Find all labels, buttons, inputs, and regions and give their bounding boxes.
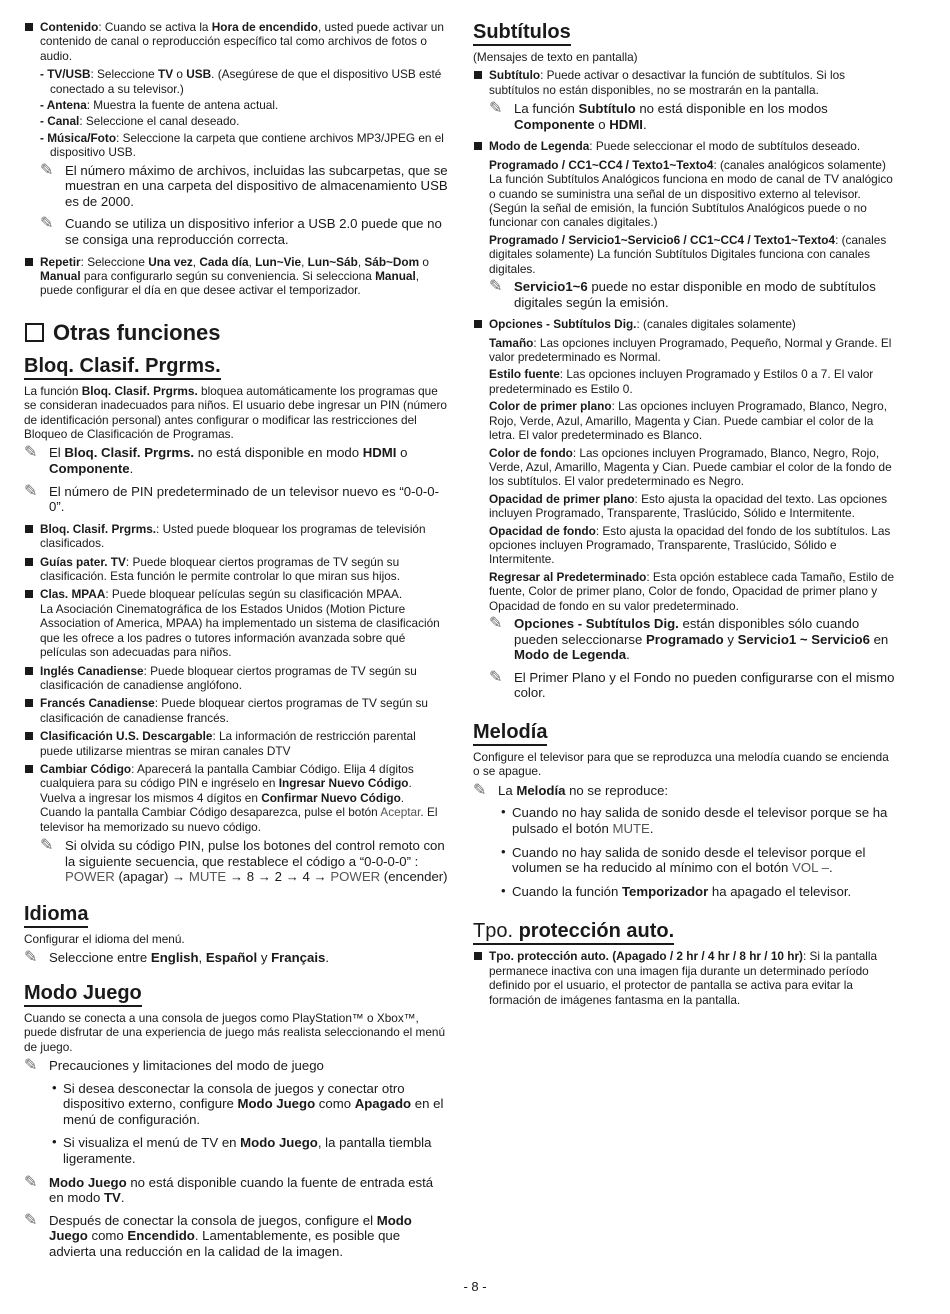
- list-item-us-descargable: [24, 729, 448, 758]
- note-text: y: [257, 950, 272, 966]
- note-text: o: [396, 445, 408, 461]
- paragraph-bloq-intro: [24, 384, 448, 442]
- note-servicio: [489, 279, 898, 310]
- option-regresar-predeterminado: [473, 570, 898, 613]
- sub-text: : Las opciones incluyen Programado, Pequeño, Normal y Grande. El valor predeterminado es Normal.: [489, 335, 892, 365]
- sub-text: . (Asegúrese de que el dispositivo USB esté conectado a su televisor.): [50, 67, 442, 96]
- note-text: no está disponible en modo: [194, 445, 363, 461]
- para-text: bloquea automáticamente los programas que se consideran inadecuados para niños. El usuario debe ingresar un PIN (número de identificación personal) antes configurar o modificar las restricciones del Bloqueo de Clasificación de Programas.: [24, 383, 447, 442]
- programado-digitales: [473, 233, 898, 276]
- sub-lead: - Antena: [40, 98, 87, 113]
- mpaa-description: La Asociación Cinematográfica de los Estados Unidos (Motion Picture Association of America, MPAA) ha implementado un sistema de clasificación que les ofrece a los padres o tutores información avanzada sobre qué películas son adecuadas para niños.: [40, 601, 440, 660]
- item-lead: Francés Canadiense: [40, 696, 155, 711]
- note-forgot-pin: [40, 838, 448, 885]
- bullet-text: .: [649, 820, 654, 836]
- note-precauciones: [24, 1058, 448, 1074]
- note-text: El número máximo de archivos, incluidas las subcarpetas, que se muestran en una carpeta del dispositivo de almacenamiento USB es de 2000.: [65, 162, 448, 209]
- page-number: - 8 -: [463, 1279, 487, 1294]
- note-modo-juego-encendido: [24, 1213, 448, 1260]
- sub-lead: Estilo fuente: [489, 367, 560, 382]
- paragraph-modo-juego: Cuando se conecta a una consola de juegos como PlayStation™ o Xbox™, puede disfrutar de una experiencia de juego más realista seleccionando el menú de juego.: [24, 1010, 446, 1054]
- item-text: , puede configurar el día en que desee activar el temporizador.: [40, 269, 420, 298]
- note-bold: Melodía: [516, 782, 566, 798]
- item-text: . Vuelva a ingresar los mismos 4 dígitos en: [40, 776, 412, 805]
- para-bold: Bloq. Clasif. Prgrms.: [81, 383, 198, 398]
- note-text: Precauciones y limitaciones del modo de juego: [49, 1057, 324, 1073]
- note-bold: HDMI: [609, 116, 643, 132]
- pencil-note-icon: ✎: [24, 482, 38, 500]
- bullet-bold: Modo Juego: [237, 1096, 316, 1112]
- subtitle-mensajes: (Mensajes de texto en pantalla): [473, 50, 638, 64]
- sub-text: : Las opciones incluyen Programado y Estilos 0 a 7. El valor predeterminado es Estilo 0.: [489, 367, 874, 396]
- list-item-tpo-proteccion: [473, 949, 898, 1007]
- item-text: : (canales digitales solamente): [636, 317, 796, 332]
- sub-text: : Esta opción establece cada Tamaño, Estilo de fuente, Color de primer plano, Color de fondo, Opacidad de primer plano y Opacidad de fondo en su valor predeterminado.: [489, 569, 895, 613]
- para-text: La función: [24, 383, 82, 398]
- list-item-mpaa: [24, 587, 448, 601]
- sub-text: : Muestra la fuente de antena actual.: [86, 98, 279, 113]
- item-bold: Ingresar Nuevo Código: [278, 776, 409, 791]
- heading-part: Tpo.: [473, 920, 514, 943]
- item-lead: Opciones - Subtítulos Dig.: [489, 317, 637, 332]
- item-lead: Clas. MPAA: [40, 587, 106, 602]
- pencil-note-icon: ✎: [489, 668, 503, 686]
- button-name: MUTE: [188, 869, 227, 885]
- sub-text: o: [173, 67, 187, 82]
- item-bold: Manual: [40, 269, 81, 284]
- note-idioma-options: [24, 950, 448, 966]
- pencil-note-icon: ✎: [473, 781, 487, 799]
- item-text: : Cuando se activa la: [98, 20, 212, 34]
- note-text: no se reproduce:: [565, 782, 669, 798]
- item-lead: Inglés Canadiense: [40, 663, 144, 678]
- note-text: (encender): [380, 869, 448, 885]
- item-text: : Si la pantalla permanece inactiva con una imagen fija durante un determinado período definido por el usuario, el protector de pantalla se activa para evitar la formación de imágenes fantasma en la pantalla.: [489, 949, 878, 1007]
- list-item-ingles: [24, 664, 448, 693]
- note-bold: Opciones - Subtítulos Dig.: [514, 615, 679, 631]
- sub-lead: Regresar al Predeterminado: [489, 569, 647, 584]
- item-lead: Clasificación U.S. Descargable: [40, 729, 213, 744]
- note-text: y: [723, 631, 738, 647]
- item-bold: Confirmar Nuevo Código: [261, 790, 401, 805]
- button-name: Aceptar: [380, 805, 421, 820]
- pencil-note-icon: ✎: [24, 1056, 38, 1074]
- bullet-text: , la pantalla tiembla ligeramente.: [63, 1135, 432, 1166]
- pencil-note-icon: ✎: [24, 1211, 38, 1229]
- sub-text: : (canales analógicos solamente) La función Subtítulos Analógicos funciona en modo de canal de TV analógico o cuando se suministra una señal de un dispositivo externo al televisor. (Según la señal de emisión, la función Subtítulos Analógicos puede o no funcionar con canales digitales.): [489, 157, 893, 230]
- item-text: : Puede activar o desactivar la función de subtítulos. Si los subtítulos no están disponibles, no se mostrarán en la pantalla.: [489, 68, 846, 97]
- sub-text: : (canales digitales solamente) La función Subtítulos Digitales funciona con canales digitales.: [489, 232, 887, 276]
- list-item-bloq: [24, 522, 448, 551]
- bullet-text: ha apagado el televisor.: [708, 883, 852, 899]
- item-lead: Bloq. Clasif. Prgrms.: [40, 521, 157, 536]
- note-default-pin: [24, 484, 448, 515]
- note-subtitulo-modes: [489, 101, 898, 132]
- list-item-cambiar-codigo: [24, 762, 448, 834]
- item-text: : Puede bloquear ciertos programas de TV según su clasificación de canadiense anglófono.: [40, 663, 417, 692]
- note-text: .: [642, 116, 647, 132]
- item-lead: Cambiar Código: [40, 761, 132, 776]
- section-title-text: Otras funciones: [53, 319, 221, 345]
- pencil-note-icon: ✎: [40, 215, 54, 233]
- note-bold: Bloq. Clasif. Prgrms.: [64, 445, 195, 461]
- note-max-files: [40, 163, 448, 210]
- note-text: como: [87, 1228, 128, 1244]
- sub-lead: Programado / CC1~CC4 / Texto1~Texto4: [489, 157, 714, 172]
- bullet-text: Si desea desconectar la consola de juegos y conectar otro dispositivo externo, configure: [63, 1080, 405, 1112]
- sub-lead: Opacidad de primer plano: [489, 491, 635, 506]
- item-bold: Una vez: [148, 254, 193, 269]
- item-text: o: [419, 254, 429, 269]
- note-bold: Modo de Legenda: [514, 647, 627, 663]
- item-text: : Puede bloquear ciertos programas de TV según su clasificación de canadiense francés.: [40, 696, 428, 725]
- option-opacidad-primer-plano: [473, 492, 898, 521]
- item-bold: Cada día: [199, 254, 249, 269]
- note-text: → 8 → 2 → 4 →: [226, 869, 331, 885]
- option-estilo-fuente: [473, 367, 898, 396]
- item-text: . El televisor ha memorizado su nuevo código.: [40, 805, 438, 834]
- programado-analogicos: [473, 158, 898, 230]
- section-title-otras-funciones: [24, 320, 448, 346]
- pencil-note-icon: ✎: [489, 278, 503, 296]
- button-name: VOL –: [792, 860, 829, 876]
- heading-melodia: Melodía: [473, 720, 547, 746]
- item-bold: Lun~Sáb: [307, 254, 358, 269]
- item-bold: Manual: [375, 269, 416, 284]
- heading-tpo-proteccion: [473, 919, 674, 945]
- item-bold: Sáb~Dom: [364, 254, 420, 269]
- item-lead: Modo de Legenda: [489, 139, 590, 154]
- button-name: POWER: [330, 869, 381, 885]
- heading-bloq-clasif: Bloq. Clasif. Prgrms.: [24, 354, 221, 380]
- option-color-primer-plano: [473, 399, 898, 442]
- item-text: . Cuando la pantalla Cambiar Código desaparezca, pulse el botón: [40, 790, 405, 820]
- item-text: ,: [357, 254, 365, 269]
- paragraph-idioma: Configurar el idioma del menú.: [24, 931, 185, 946]
- note-text: Después de conectar la consola de juegos, configure el: [49, 1212, 377, 1228]
- sub-lead: Opacidad de fondo: [489, 523, 596, 538]
- item-text: ,: [301, 254, 308, 269]
- item-text: : Puede bloquear ciertos programas de TV según su clasificación. Esta función le permite controlar lo que miran sus hijos.: [40, 554, 400, 584]
- item-text: : Puede bloquear películas según su clasificación MPAA.: [105, 587, 403, 602]
- item-text: ,: [248, 254, 256, 269]
- list-item-subtitulo: [473, 68, 898, 97]
- note-bold: Modo Juego: [49, 1174, 127, 1190]
- note-bold: Servicio1~6: [514, 279, 588, 295]
- sub-text: : Las opciones incluyen Programado, Blanco, Negro, Rojo, Verde, Azul, Amarillo, Magenta y Cian. Puede cambiar el color de la letra. El valor predeterminado es Blanco.: [489, 399, 887, 443]
- note-bold: Programado: [645, 631, 724, 647]
- note-opciones-disponibles: [489, 616, 898, 663]
- item-lead: Guías pater. TV: [40, 554, 126, 569]
- sub-lead: Color de fondo: [489, 445, 573, 460]
- note-bold: Subtítulo: [578, 101, 636, 117]
- bullet-bold: Apagado: [354, 1096, 412, 1112]
- item-bold: Hora de encendido: [211, 20, 318, 34]
- note-text: no está disponible cuando la fuente de entrada está en modo: [49, 1174, 434, 1206]
- note-text: están disponibles sólo cuando pueden seleccionarse: [514, 615, 860, 647]
- pencil-note-icon: ✎: [40, 161, 54, 179]
- sub-item-antena: [24, 98, 448, 112]
- item-lead: Subtítulo: [489, 68, 541, 83]
- left-column: [24, 20, 448, 1267]
- note-bold: Español: [205, 950, 258, 966]
- note-bold: Componente: [514, 116, 595, 132]
- list-item-opciones-subtitulos: [473, 317, 898, 331]
- option-color-fondo: [473, 446, 898, 489]
- heading-idioma: Idioma: [24, 902, 88, 928]
- sub-lead: - Música/Foto: [40, 130, 117, 145]
- pencil-note-icon: ✎: [24, 949, 38, 967]
- sub-lead: Programado / Servicio1~Servicio6 / CC1~CC4 / Texto1~Texto4: [489, 232, 836, 247]
- paragraph-melodia: Configure el televisor para que se reproduzca una melodía cuando se encienda o se apague.: [473, 749, 889, 779]
- note-usb-version: [40, 216, 448, 247]
- item-lead: Repetir: [40, 254, 81, 269]
- sub-bold: USB: [186, 67, 212, 82]
- item-text: : La información de restricción parental puede utilizarse mientras se miran canales DTV: [40, 729, 416, 758]
- bullet-bold: Modo Juego: [240, 1135, 318, 1151]
- pencil-note-icon: ✎: [40, 836, 54, 854]
- note-bold: Encendido: [127, 1228, 195, 1244]
- note-bold: Servicio1 ~ Servicio6: [737, 631, 870, 647]
- note-text: en: [869, 631, 889, 647]
- note-text: .: [325, 950, 329, 966]
- sub-item-canal: [24, 114, 448, 128]
- note-text: La: [498, 782, 517, 798]
- note-text: El: [49, 445, 65, 461]
- sub-text: : Seleccione el canal deseado.: [79, 114, 240, 129]
- list-item-modo-legenda: [473, 139, 898, 153]
- sub-item-tv-usb: [24, 67, 448, 96]
- button-name: POWER: [65, 869, 115, 885]
- note-text: . Lamentablemente, es posible que advierta una reducción en la calidad de la imagen.: [49, 1228, 401, 1259]
- item-lead: Contenido: [40, 20, 99, 34]
- pencil-note-icon: ✎: [489, 614, 503, 632]
- heading-modo-juego: Modo Juego: [24, 981, 142, 1007]
- bullet-text: Cuando no hay salida de sonido desde el televisor porque se ha pulsado el botón: [512, 805, 888, 836]
- note-text: Seleccione entre: [49, 950, 151, 966]
- item-text: : Aparecerá la pantalla Cambiar Código. Elija 4 dígitos cualquiera para su código PIN e ingréselo en: [40, 761, 414, 791]
- sub-bold: TV: [158, 67, 174, 82]
- sub-lead: Tamaño: [489, 335, 534, 350]
- sub-text: : Las opciones incluyen Programado, Blanco, Negro, Rojo, Verde, Azul, Amarillo, Magenta y Cian. Puede cambiar el color de la fondo de los subtítulos. El valor predeterminado es Negro.: [489, 445, 892, 489]
- bullet-text: Cuando la función: [512, 883, 622, 899]
- note-bold: TV: [104, 1190, 121, 1206]
- bullet-text: Si visualiza el menú de TV en: [63, 1135, 241, 1151]
- heading-subtitulos: Subtítulos: [473, 20, 571, 46]
- item-text: : Seleccione: [80, 254, 149, 269]
- bullet-text: .: [828, 860, 833, 876]
- note-text: El número de PIN predeterminado de un televisor nuevo es “0-0-0-0”.: [49, 483, 439, 515]
- bullet-text: en el menú de configuración.: [63, 1096, 444, 1127]
- pencil-note-icon: ✎: [24, 1173, 38, 1191]
- sub-lead: - Canal: [40, 114, 80, 129]
- bullet-volumen: [499, 845, 898, 876]
- list-item-contenido: [24, 20, 448, 63]
- note-melodia: [473, 783, 898, 799]
- list-item-frances: [24, 696, 448, 725]
- note-text: Cuando se utiliza un dispositivo inferior a USB 2.0 puede que no se consiga una reproducción correcta.: [65, 216, 442, 248]
- sub-lead: Color de primer plano: [489, 399, 612, 414]
- pencil-note-icon: ✎: [24, 444, 38, 462]
- note-bold: Componente: [49, 461, 130, 477]
- sub-lead: - TV/USB: [40, 67, 91, 82]
- bullet-desconectar-consola: [50, 1081, 448, 1128]
- note-primer-plano-fondo: [489, 670, 898, 701]
- note-bold: English: [150, 950, 199, 966]
- pencil-note-icon: ✎: [489, 100, 503, 118]
- item-text: para configurarlo según su conveniencia. Si selecciona: [80, 269, 376, 284]
- note-text: .: [626, 647, 630, 663]
- item-text: , usted puede activar un contenido de canal o reproducción específico tal como archivos de fotos o audio.: [40, 20, 444, 63]
- item-text: ,: [192, 254, 200, 269]
- note-text: El Primer Plano y el Fondo no pueden configurarse con el mismo color.: [514, 669, 895, 701]
- note-bold: Français: [271, 950, 326, 966]
- option-tamano: [473, 336, 898, 365]
- note-text: .: [129, 461, 134, 477]
- checkbox-square-icon: [25, 323, 44, 342]
- bullet-mute: [499, 805, 898, 836]
- note-bloq-hdmi: [24, 445, 448, 476]
- note-text: Si olvida su código PIN, pulse los botones del control remoto con la siguiente secuencia, que restablece el código a “0-0-0-0” :: [65, 837, 445, 869]
- sub-text: : Seleccione la carpeta que contiene archivos MP3/JPEG en el dispositivo USB.: [50, 130, 444, 160]
- option-opacidad-fondo: [473, 524, 898, 567]
- item-lead: Tpo. protección auto. (Apagado / 2 hr / 4 hr / 8 hr / 10 hr): [489, 949, 803, 964]
- bullet-text: Cuando no hay salida de sonido desde el televisor porque el volumen se ha reducido al mínimo con el botón: [512, 844, 866, 876]
- note-text: .: [120, 1190, 125, 1206]
- list-item-repetir: [24, 255, 448, 298]
- note-text: La función: [514, 101, 579, 117]
- sub-text: : Esto ajusta la opacidad del texto. Las opciones incluyen Programado, Transparente, Traslúcido, Sólido e Intermitente.: [489, 491, 888, 521]
- item-bold: Lun~Vie: [255, 254, 302, 269]
- note-text: puede no estar disponible en modo de subtítulos digitales según la emisión.: [514, 279, 876, 310]
- list-item-guias: [24, 555, 448, 584]
- sub-item-musica-foto: [24, 131, 448, 160]
- heading-part: protección auto.: [513, 920, 675, 943]
- note-text: o: [594, 116, 610, 132]
- note-text: no está disponible en los modos: [635, 101, 828, 117]
- bullet-text: como: [315, 1096, 355, 1112]
- right-column: [473, 20, 898, 1011]
- sub-text: : Esto ajusta la opacidad del fondo de los subtítulos. Las opciones incluyen Programado, Transparente, Traslúcido, Sólido e Intermitente.: [489, 523, 891, 567]
- item-text: : Puede seleccionar el modo de subtítulos deseado.: [589, 139, 861, 154]
- note-bold: Modo Juego: [49, 1212, 412, 1244]
- sub-text: : Seleccione: [90, 67, 159, 82]
- note-text: (apagar) →: [114, 869, 189, 885]
- item-text: : Usted puede bloquear los programas de televisión clasificados.: [40, 521, 426, 551]
- note-bold: HDMI: [362, 445, 397, 461]
- bullet-bold: Temporizador: [621, 883, 709, 899]
- button-name: MUTE: [612, 820, 650, 836]
- bullet-pantalla-tiembla: [50, 1135, 448, 1166]
- note-text: ,: [198, 950, 206, 966]
- note-modo-juego-tv: [24, 1175, 448, 1206]
- bullet-temporizador: [499, 884, 898, 900]
